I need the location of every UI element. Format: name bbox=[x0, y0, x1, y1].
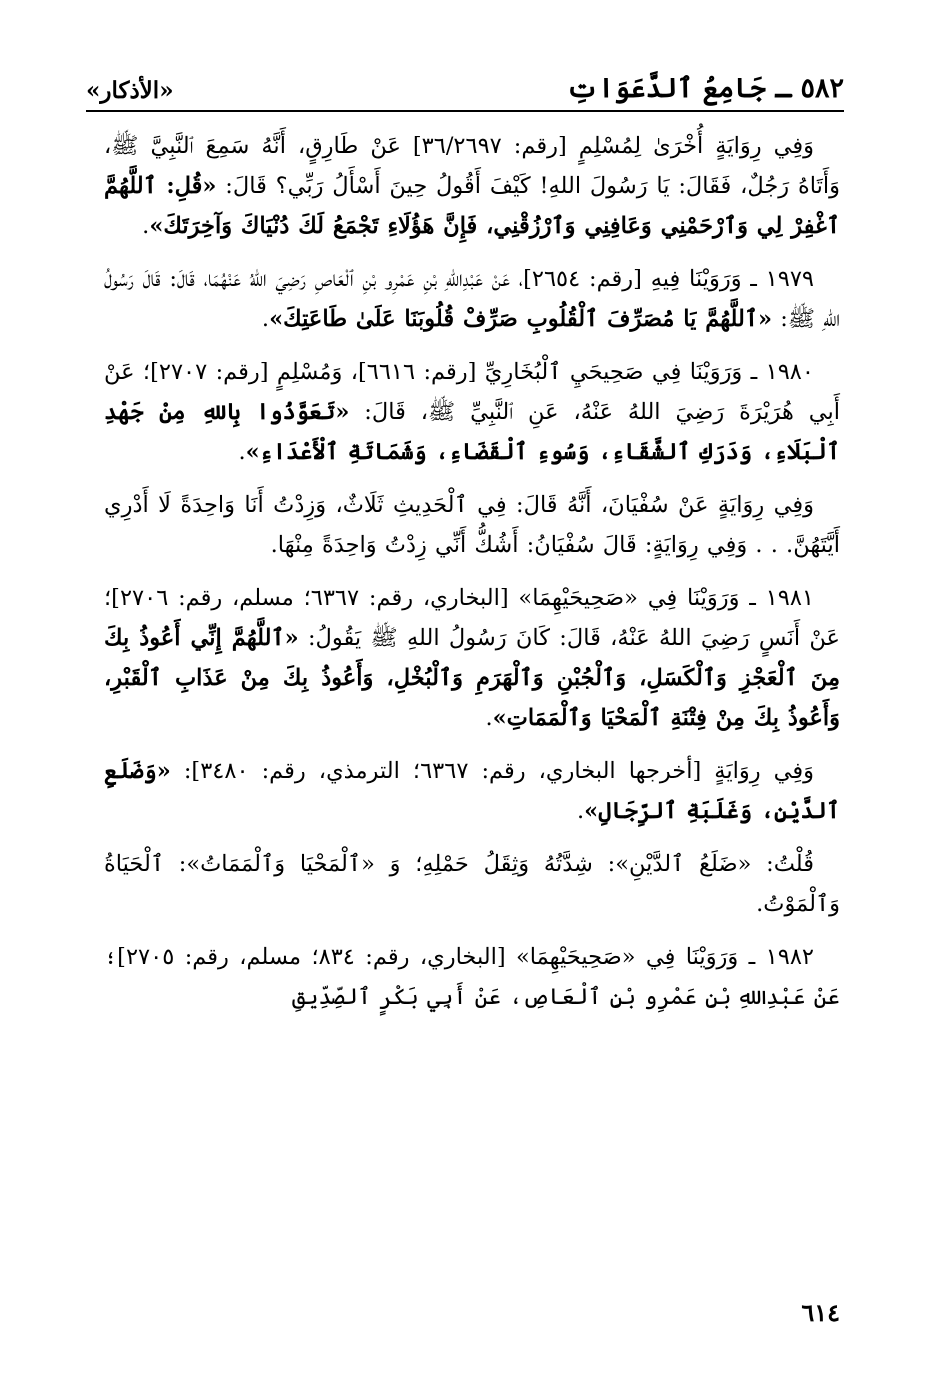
paragraph-text: ١٩٨٠ ـ وَرَوَيْنَا فِي صَحِيحَيِ ٱلْبُخَارِيِّ [رقم: ٦٦١٦]، وَمُسْلِمٍ [رقم: ٢٧٠٧]؛ عَنْ أَبِي هُرَيْرَةَ رَضِيَ اللهُ عَنْهُ، عَنِ ٱلنَّبِيِّ ﷺ، قَالَ: bbox=[104, 359, 840, 425]
paragraph-1982 bbox=[104, 937, 840, 1017]
hadith-text: «وَضَلَعِ ٱلدَّيْنِ، وَغَلَبَةِ ٱلرِّجَالِ» bbox=[104, 758, 840, 824]
paragraph-end: . bbox=[576, 798, 585, 824]
paragraph-text: وَفِي رِوَايَةٍ أُخْرَىٰ لِمُسْلِمٍ [رقم: ٣٦/٢٦٩٧] عَنْ طَارِقٍ، أَنَّهُ سَمِعَ ٱلنَّبِيَّ ﷺ، وَأَتَاهُ رَجُلٌ، فَقَالَ: يَا رَسُولَ اللهِ! كَيْفَ أَقُولُ حِينَ أَسْأَلُ رَبِّي؟ قَالَ: bbox=[104, 133, 840, 199]
book-section-label: «الأذكار» bbox=[86, 77, 174, 104]
paragraph-1979 bbox=[104, 259, 840, 339]
paragraph-gap bbox=[104, 738, 840, 751]
paragraph-1981 bbox=[104, 578, 840, 738]
paragraph-1980 bbox=[104, 352, 840, 472]
paragraph-end: . bbox=[485, 705, 493, 731]
paragraph-text: وَفِي رِوَايَةٍ [أخرجها البخاري، رقم: ٦٣٦٧؛ الترمذي، رقم: ٣٤٨٠]: bbox=[170, 758, 814, 784]
paragraph-gap bbox=[104, 831, 840, 844]
page-body bbox=[104, 126, 840, 1017]
page-number: ٦١٤ bbox=[801, 1298, 840, 1327]
paragraph-text: وَفِي رِوَايَةٍ عَنْ سُفْيَانَ، أَنَّهُ قَالَ: فِي ٱلْحَدِيثِ ثَلَاثٌ، وَزِدْتُ أَنَا وَاحِدَةً لَا أَدْرِي أَيَّتَهُنَّ. . . وَفِي رِوَايَةٍ: قَالَ سُفْيَانُ: أَشُكُّ أَنِّي زِدْتُ وَاحِدَةً مِنْهَا. bbox=[104, 492, 840, 558]
paragraph-riwaya-bukhari bbox=[104, 751, 840, 831]
running-header bbox=[86, 60, 844, 104]
paragraph-gap bbox=[104, 565, 840, 578]
paragraph-riwaya-muslim bbox=[104, 126, 840, 246]
hadith-text: «ٱللَّهُمَّ يَا مُصَرِّفَ ٱلْقُلُوبِ صَرِّفْ قُلُوبَنَا عَلَىٰ طَاعَتِكَ» bbox=[269, 306, 773, 332]
paragraph-gap bbox=[104, 246, 840, 259]
paragraph-text: ١٩٨١ ـ وَرَوَيْنَا فِي «صَحِيحَيْهِمَا» [البخاري، رقم: ٦٣٦٧؛ مسلم، رقم: ٢٧٠٦]؛ عَنْ أَنَسٍ رَضِيَ اللهُ عَنْهُ، قَالَ: كَانَ رَسُولُ اللهِ ﷺ يَقُولُ: bbox=[104, 585, 840, 651]
paragraph-text: ١٩٧٩ ـ وَرَوَيْنَا فِيهِ [رقم: ٢٦٥٤]، عَنْ عَبْدِاللهِ بْنِ عَمْرِو بْنِ ٱلْعَاصِ رَضِيَ اللهُ عَنْهُمَا، قَالَ: قَالَ رَسُولُ اللهِ ﷺ: bbox=[104, 266, 840, 332]
paragraph-gap bbox=[104, 472, 840, 485]
paragraph-text: قُلْتُ: «ضَلَعُ ٱلدَّيْنِ»: شِدَّتُهُ وَثِقَلُ حَمْلِهِ؛ وَ «ٱلْمَحْيَا وَٱلْمَمَاتُ»: ٱلْحَيَاةُ وَٱلْمَوْتُ. bbox=[104, 851, 840, 917]
paragraph-text: ١٩٨٢ ـ وَرَوَيْنَا فِي «صَحِيحَيْهِمَا» [البخاري، رقم: ٨٣٤؛ مسلم، رقم: ٢٧٠٥]؛ عَنْ عَبْدِاللهِ بْنِ عَمْرِو بْنِ ٱلْعَاصِ، عَنْ أَبِي بَكْرٍ ٱلصِّدِّيقِ bbox=[104, 944, 840, 1010]
paragraph-end: . bbox=[261, 306, 270, 332]
hadith-text: «تَعَوَّذُوا بِاللهِ مِنْ جَهْدِ ٱلْبَلَاءِ، وَدَرَكِ ٱلشَّقَاءِ، وَسُوءِ ٱلْقَضَاءِ، وَشَمَاتَةِ ٱلْأَعْدَاءِ» bbox=[104, 399, 840, 465]
header-divider bbox=[86, 110, 844, 112]
hadith-text: «ٱللَّهُمَّ إِنِّي أَعُوذُ بِكَ مِنَ ٱلْعَجْزِ وَٱلْكَسَلِ، وَٱلْجُبْنِ وَٱلْهَرَمِ وَٱلْبُخْلِ، وَأَعُوذُ بِكَ مِنْ عَذَابِ ٱلْقَبْرِ، وَأَعُوذُ بِكَ مِنْ فِتْنَةِ ٱلْمَحْيَا وَٱلْمَمَاتِ» bbox=[104, 625, 840, 731]
chapter-title: ٥٨٢ ـ جَامِعُ ٱلدَّعَوَاتِ bbox=[566, 73, 844, 104]
paragraph-end: . bbox=[238, 439, 246, 465]
paragraph-end: . bbox=[142, 213, 150, 239]
hadith-text: «قُلِ: ٱللَّهُمَّ ٱغْفِرْ لِي وَٱرْحَمْنِي وَعَافِنِي وَٱرْزُقْنِي، فَإِنَّ هَؤُلَاءِ تَجْمَعُ لَكَ دُنْيَاكَ وَآخِرَتَكَ» bbox=[104, 173, 840, 239]
paragraph-gap bbox=[104, 924, 840, 937]
paragraph-gap bbox=[104, 339, 840, 352]
paragraph-commentary bbox=[104, 844, 840, 924]
paragraph-sufyan bbox=[104, 485, 840, 565]
